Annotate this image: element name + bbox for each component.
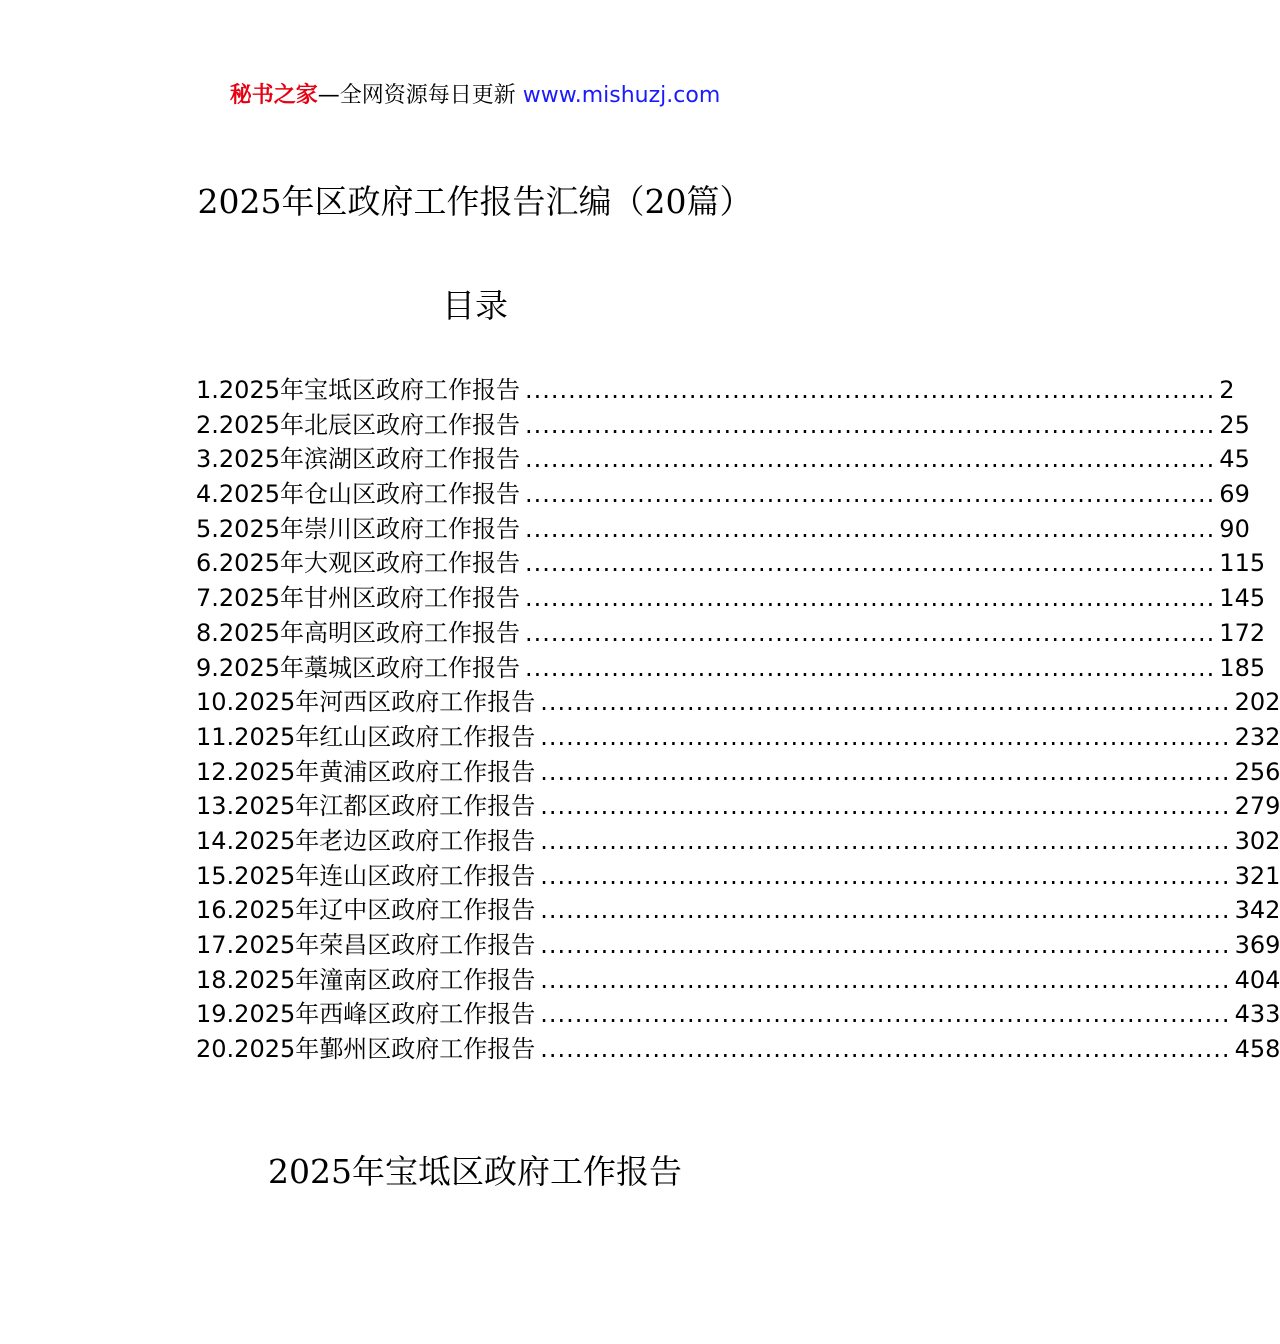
toc-entry[interactable] <box>196 408 1250 443</box>
toc-entry-label: 5.2025年崇川区政府工作报告 <box>196 514 520 543</box>
toc-dot-leader: ................................................................................ <box>524 549 1216 578</box>
toc-entry[interactable] <box>196 512 1250 547</box>
toc-page-number: 302 <box>1234 826 1280 855</box>
toc-page-number: 433 <box>1234 1000 1280 1029</box>
toc-dot-leader: ................................................................................ <box>540 896 1231 925</box>
toc-dot-leader: ................................................................................ <box>540 931 1231 959</box>
toc-entry[interactable] <box>196 928 1280 963</box>
toc-page-number: 458 <box>1234 1035 1280 1064</box>
toc-entry[interactable] <box>196 685 1280 720</box>
document-title: 2025年区政府工作报告汇编（20篇） <box>197 182 753 221</box>
toc-entry-label: 1.2025年宝坻区政府工作报告 <box>196 376 520 404</box>
toc-entry-label: 11.2025年红山区政府工作报告 <box>196 722 536 751</box>
toc-dot-leader: ................................................................................ <box>524 410 1216 439</box>
toc-entry[interactable] <box>196 893 1280 928</box>
toc-page-number: 342 <box>1234 896 1280 925</box>
toc-entry-label: 2.2025年北辰区政府工作报告 <box>196 410 520 439</box>
toc-entry[interactable] <box>196 616 1266 651</box>
toc-page-number: 256 <box>1234 757 1280 786</box>
toc-entry[interactable] <box>196 442 1250 477</box>
toc-entry[interactable] <box>196 720 1280 755</box>
toc-dot-leader: ................................................................................ <box>540 826 1231 855</box>
toc-page-number: 232 <box>1234 722 1280 751</box>
toc-entry[interactable] <box>196 477 1250 512</box>
toc-page-number: 321 <box>1234 861 1280 890</box>
toc-dot-leader: ................................................................................ <box>524 584 1216 613</box>
toc-entry-label: 4.2025年仓山区政府工作报告 <box>196 480 520 509</box>
toc-page-number: 404 <box>1234 965 1280 994</box>
toc-entry-label: 17.2025年荣昌区政府工作报告 <box>196 931 536 959</box>
toc-dot-leader: ................................................................................ <box>540 1035 1231 1064</box>
toc-entry-label: 9.2025年藁城区政府工作报告 <box>196 653 520 682</box>
toc-entry[interactable] <box>196 651 1266 686</box>
toc-dot-leader: ................................................................................ <box>524 618 1216 647</box>
toc-page-number: 172 <box>1219 618 1266 647</box>
toc-entry-label: 12.2025年黄浦区政府工作报告 <box>196 757 536 786</box>
site-url-link[interactable]: www.mishuzj.com <box>522 83 721 108</box>
toc-entry[interactable] <box>196 859 1280 894</box>
toc-dot-leader: ................................................................................ <box>540 861 1231 890</box>
site-brand: 秘书之家 <box>229 83 318 108</box>
toc-page-number: 185 <box>1219 653 1266 682</box>
toc-entry-label: 14.2025年老边区政府工作报告 <box>196 826 536 855</box>
toc-dot-leader: ................................................................................ <box>540 792 1231 821</box>
toc-entry-label: 7.2025年甘州区政府工作报告 <box>196 584 520 613</box>
toc-dot-leader: ................................................................................ <box>540 757 1231 786</box>
toc-entry-label: 3.2025年滨湖区政府工作报告 <box>196 445 520 474</box>
toc-dot-leader: ................................................................................ <box>540 965 1231 994</box>
toc-page-number: 145 <box>1219 584 1266 613</box>
toc-page-number: 202 <box>1234 688 1280 717</box>
toc-heading: 目录 <box>442 286 508 325</box>
toc-dot-leader: ................................................................................ <box>524 480 1216 509</box>
section-title: 2025年宝坻区政府工作报告 <box>268 1152 682 1191</box>
toc-dot-leader: ................................................................................ <box>540 722 1231 751</box>
toc-entry[interactable] <box>196 1032 1280 1067</box>
toc-entry[interactable] <box>196 546 1266 581</box>
toc-entry-label: 19.2025年西峰区政府工作报告 <box>196 1000 536 1029</box>
toc-dot-leader: ................................................................................ <box>540 688 1231 717</box>
toc-dot-leader: ................................................................................ <box>524 445 1216 474</box>
toc-page-number: 115 <box>1219 549 1266 578</box>
toc-page-number: 2 <box>1219 376 1235 404</box>
toc-entry[interactable] <box>196 755 1280 790</box>
toc-entry[interactable] <box>196 997 1280 1032</box>
table-of-contents <box>196 373 1280 1067</box>
toc-page-number: 25 <box>1219 410 1250 439</box>
toc-dot-leader: ................................................................................ <box>524 376 1216 404</box>
toc-entry-label: 16.2025年辽中区政府工作报告 <box>196 896 536 925</box>
toc-page-number: 369 <box>1234 931 1280 959</box>
toc-page-number: 90 <box>1219 514 1250 543</box>
toc-entry[interactable] <box>196 963 1280 998</box>
toc-page-number: 279 <box>1234 792 1280 821</box>
toc-entry-label: 6.2025年大观区政府工作报告 <box>196 549 520 578</box>
toc-page-number: 69 <box>1219 480 1250 509</box>
toc-dot-leader: ................................................................................ <box>540 1000 1231 1029</box>
toc-entry[interactable] <box>196 789 1280 824</box>
toc-page-number: 45 <box>1219 445 1250 474</box>
site-header <box>0 80 950 112</box>
toc-dot-leader: ................................................................................ <box>524 653 1216 682</box>
toc-entry[interactable] <box>196 824 1280 859</box>
toc-dot-leader: ................................................................................ <box>524 514 1216 543</box>
toc-entry-label: 18.2025年潼南区政府工作报告 <box>196 965 536 994</box>
toc-entry-label: 10.2025年河西区政府工作报告 <box>196 688 536 717</box>
toc-entry-label: 20.2025年鄞州区政府工作报告 <box>196 1035 536 1064</box>
toc-entry-label: 15.2025年连山区政府工作报告 <box>196 861 536 890</box>
toc-entry[interactable] <box>196 581 1266 616</box>
toc-entry-label: 8.2025年高明区政府工作报告 <box>196 618 520 647</box>
toc-entry-label: 13.2025年江都区政府工作报告 <box>196 792 536 821</box>
site-tagline: —全网资源每日更新 <box>317 83 516 108</box>
toc-entry[interactable] <box>196 373 1235 408</box>
